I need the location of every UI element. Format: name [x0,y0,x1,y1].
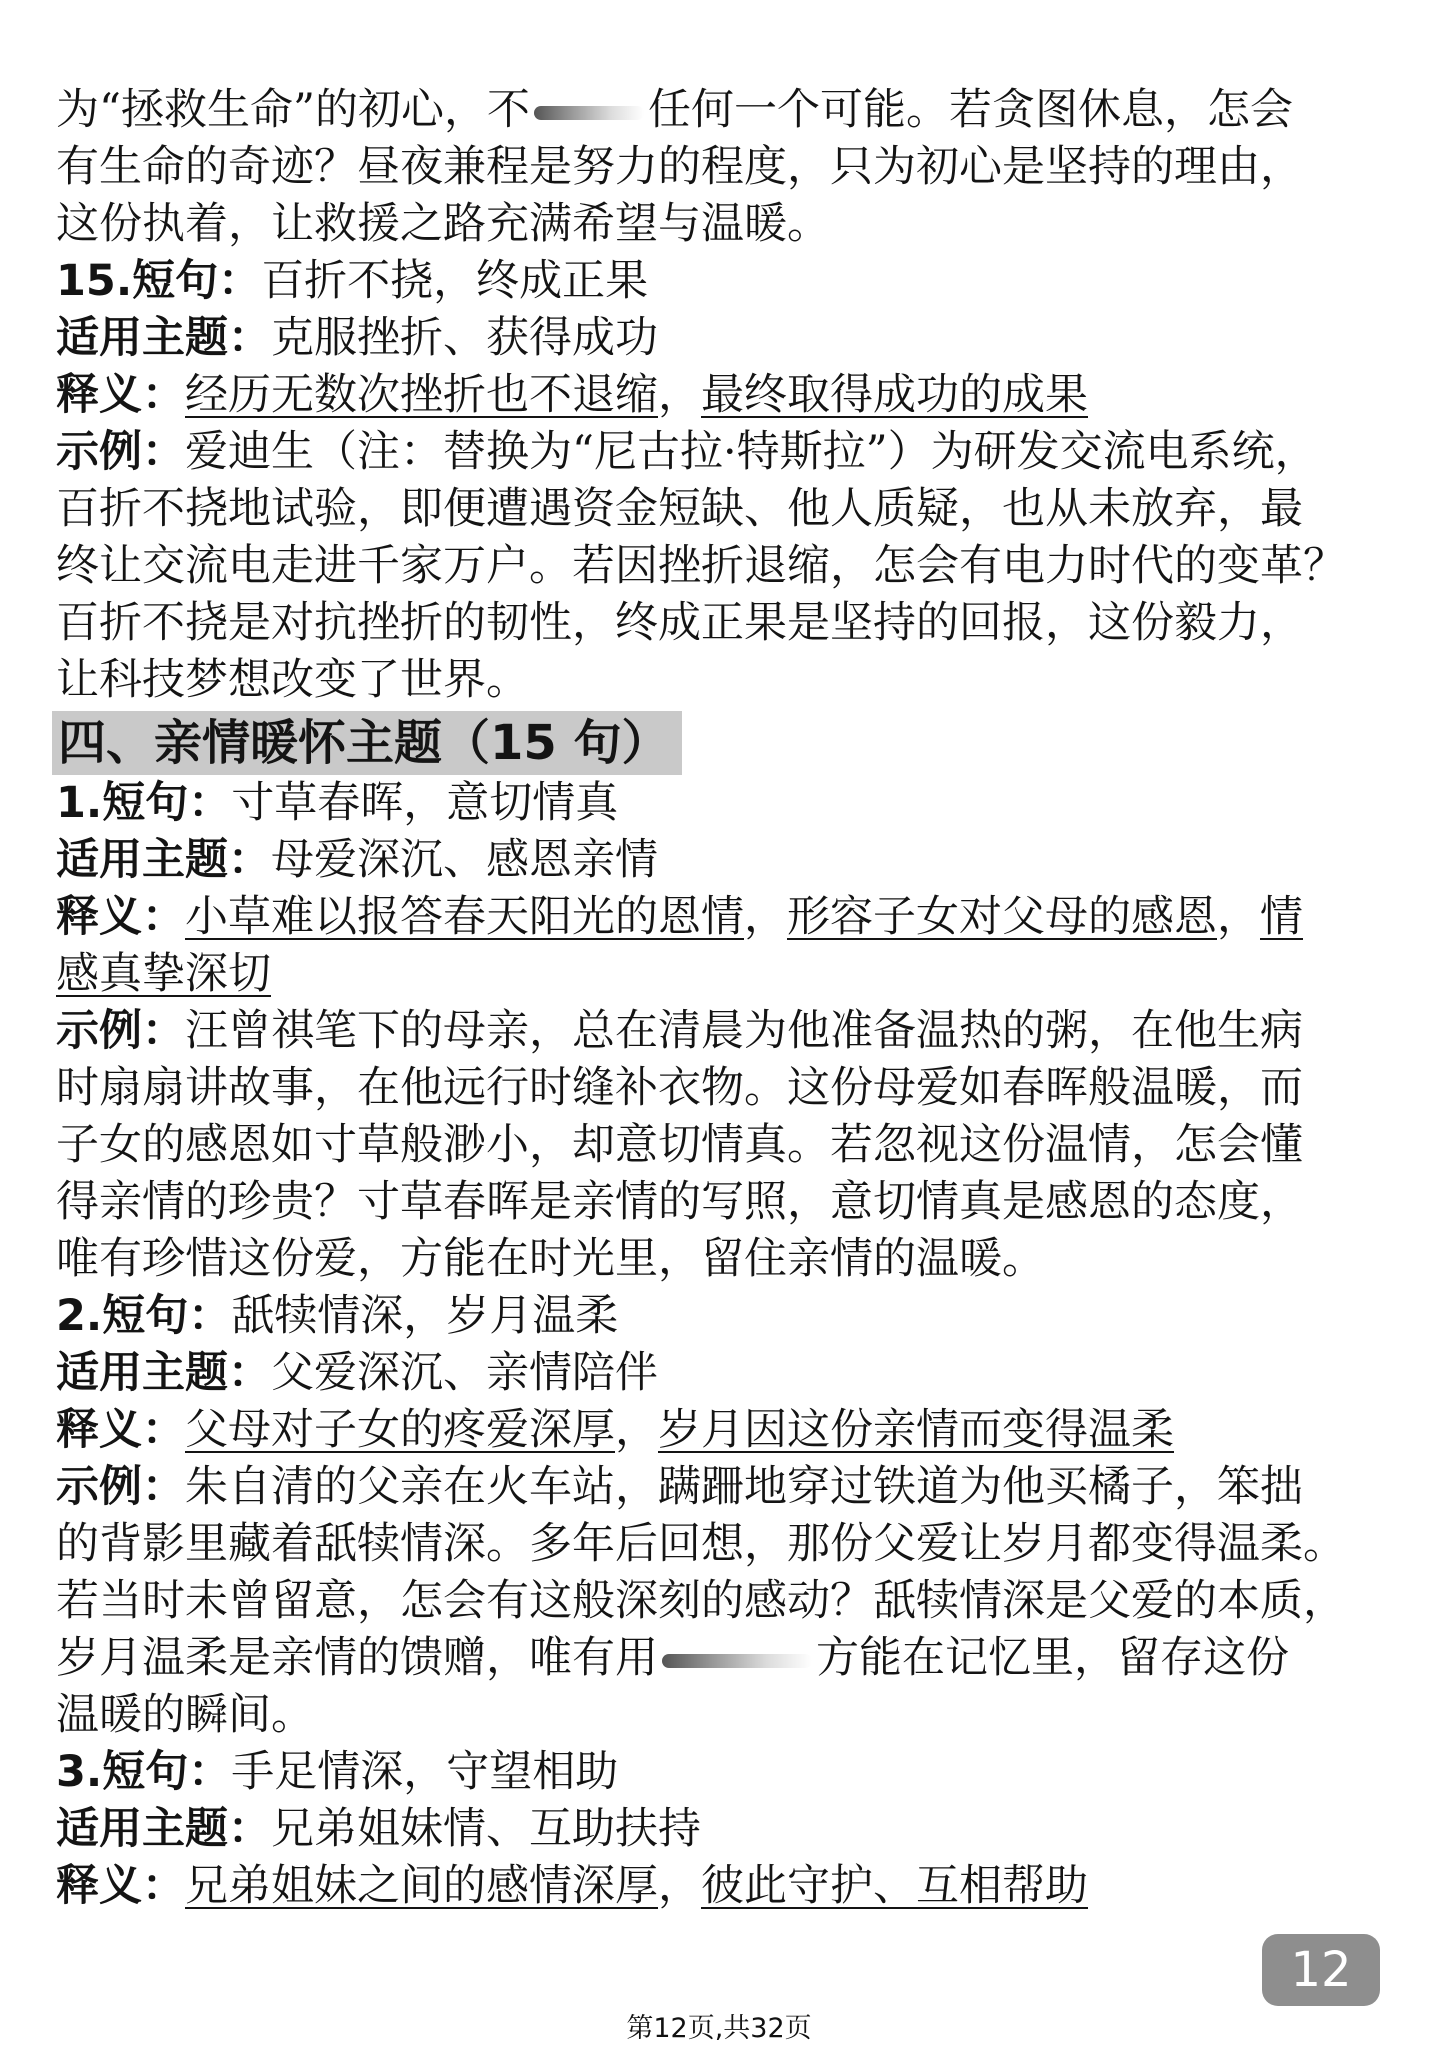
item-15-meaning [56,367,1346,424]
label: 3.短句： [56,1747,232,1797]
text-line [56,82,1346,139]
underlined-text: 形容子女对父母的感恩 [787,892,1217,942]
item-1-theme [56,832,1346,889]
label: 示例： [56,1006,185,1056]
underlined-text: 岁月因这份亲情而变得温柔 [658,1405,1174,1455]
redaction-blur [662,1654,812,1668]
label: 释义： [56,370,185,420]
item-15-theme [56,310,1346,367]
document-body [56,82,1346,1915]
text-segment: 方能在记忆里，留存这份 [816,1633,1289,1683]
text-line: 唯有珍惜这份爱，方能在时光里，留住亲情的温暖。 [56,1234,1045,1284]
underlined-text: 小草难以报答春天阳光的恩情 [185,892,744,942]
text-line [56,1630,1346,1687]
underlined-text: 经历无数次挫折也不退缩 [185,370,658,420]
text-line: 让科技梦想改变了世界。 [56,655,529,705]
label: 适用主题： [56,1348,271,1398]
item-15-example [56,424,1346,481]
item-3-meaning [56,1858,1346,1915]
text-line: 的背影里藏着舐犊情深。多年后回想，那份父爱让岁月都变得温柔。 [56,1519,1346,1569]
item-2-theme [56,1345,1346,1402]
label: 释义： [56,1405,185,1455]
item-3-theme [56,1801,1346,1858]
label: 2.短句： [56,1291,232,1341]
underlined-text: 兄弟姐妹之间的感情深厚 [185,1861,658,1911]
phrase: 手足情深，守望相助 [231,1747,619,1797]
text-segment: 任何一个可能。若贪图休息，怎会 [647,85,1293,135]
separator: ， [658,1861,701,1911]
item-1-meaning [56,889,1346,946]
text-line: 得亲情的珍贵？寸草春晖是亲情的写照，意切情真是感恩的态度， [56,1177,1303,1227]
label: 示例： [56,1462,185,1512]
text-line: 终让交流电走进千家万户。若因挫折退缩，怎会有电力时代的变革？ [56,541,1346,591]
underlined-text: 父母对子女的疼爱深厚 [185,1405,615,1455]
page-footer: 第12页,共32页 [626,2013,812,2044]
label: 15.短句： [56,256,262,306]
underlined-text: 彼此守护、互相帮助 [701,1861,1088,1911]
phrase: 百折不挠，终成正果 [261,256,649,306]
label: 释义： [56,892,185,942]
text-line: 有生命的奇迹？昼夜兼程是努力的程度，只为初心是坚持的理由， [56,142,1303,192]
separator: ， [744,892,787,942]
item-1-title [56,775,1346,832]
label: 适用主题： [56,835,271,885]
section-heading-text: 四、亲情暖怀主题（15 句） [52,711,682,775]
text-segment: 岁月温柔是亲情的馈赠，唯有用 [56,1633,658,1683]
item-2-meaning [56,1402,1346,1459]
section-heading [52,711,1346,775]
redaction-blur [534,106,644,120]
text-line: 若当时未曾留意，怎会有这般深刻的感动？舐犊情深是父爱的本质， [56,1576,1346,1626]
text-line: 时扇扇讲故事，在他远行时缝补衣物。这份母爱如春晖般温暖，而 [56,1063,1303,1113]
label: 释义： [56,1861,185,1911]
phrase: 寸草春晖，意切情真 [231,778,619,828]
text-line [56,946,1346,1003]
separator: ， [1217,892,1260,942]
underlined-text: 情 [1260,892,1303,942]
item-2-example [56,1459,1346,1516]
label: 示例： [56,427,185,477]
label: 适用主题： [56,313,271,363]
text-line: 百折不挠地试验，即便遭遇资金短缺、他人质疑，也从未放弃，最 [56,484,1303,534]
separator: ， [615,1405,658,1455]
item-3-title [56,1744,1346,1801]
text-segment: 爱迪生（注：替换为“尼古拉·特斯拉”）为研发交流电系统， [185,427,1318,477]
page-number-badge: 12 [1262,1934,1380,2006]
theme-text: 父爱深沉、亲情陪伴 [271,1348,658,1398]
theme-text: 克服挫折、获得成功 [271,313,658,363]
text-segment: 朱自清的父亲在火车站，蹒跚地穿过铁道为他买橘子，笨拙 [185,1462,1303,1512]
item-2-title [56,1288,1346,1345]
phrase: 舐犊情深，岁月温柔 [231,1291,619,1341]
item-1-example [56,1003,1346,1060]
underlined-text: 最终取得成功的成果 [701,370,1088,420]
text-line: 这份执着，让救援之路充满希望与温暖。 [56,199,830,249]
label: 适用主题： [56,1804,271,1854]
text-line: 百折不挠是对抗挫折的韧性，终成正果是坚持的回报，这份毅力， [56,598,1303,648]
underlined-text: 感真挚深切 [56,949,271,999]
text-line: 温暖的瞬间。 [56,1690,314,1740]
text-segment: 为“拯救生命”的初心，不 [56,85,530,135]
text-line: 子女的感恩如寸草般渺小，却意切情真。若忽视这份温情，怎会懂 [56,1120,1303,1170]
text-segment: 汪曾祺笔下的母亲，总在清晨为他准备温热的粥，在他生病 [185,1006,1303,1056]
theme-text: 兄弟姐妹情、互助扶持 [271,1804,701,1854]
separator: ， [658,370,701,420]
theme-text: 母爱深沉、感恩亲情 [271,835,658,885]
label: 1.短句： [56,778,232,828]
item-15-title [56,253,1346,310]
